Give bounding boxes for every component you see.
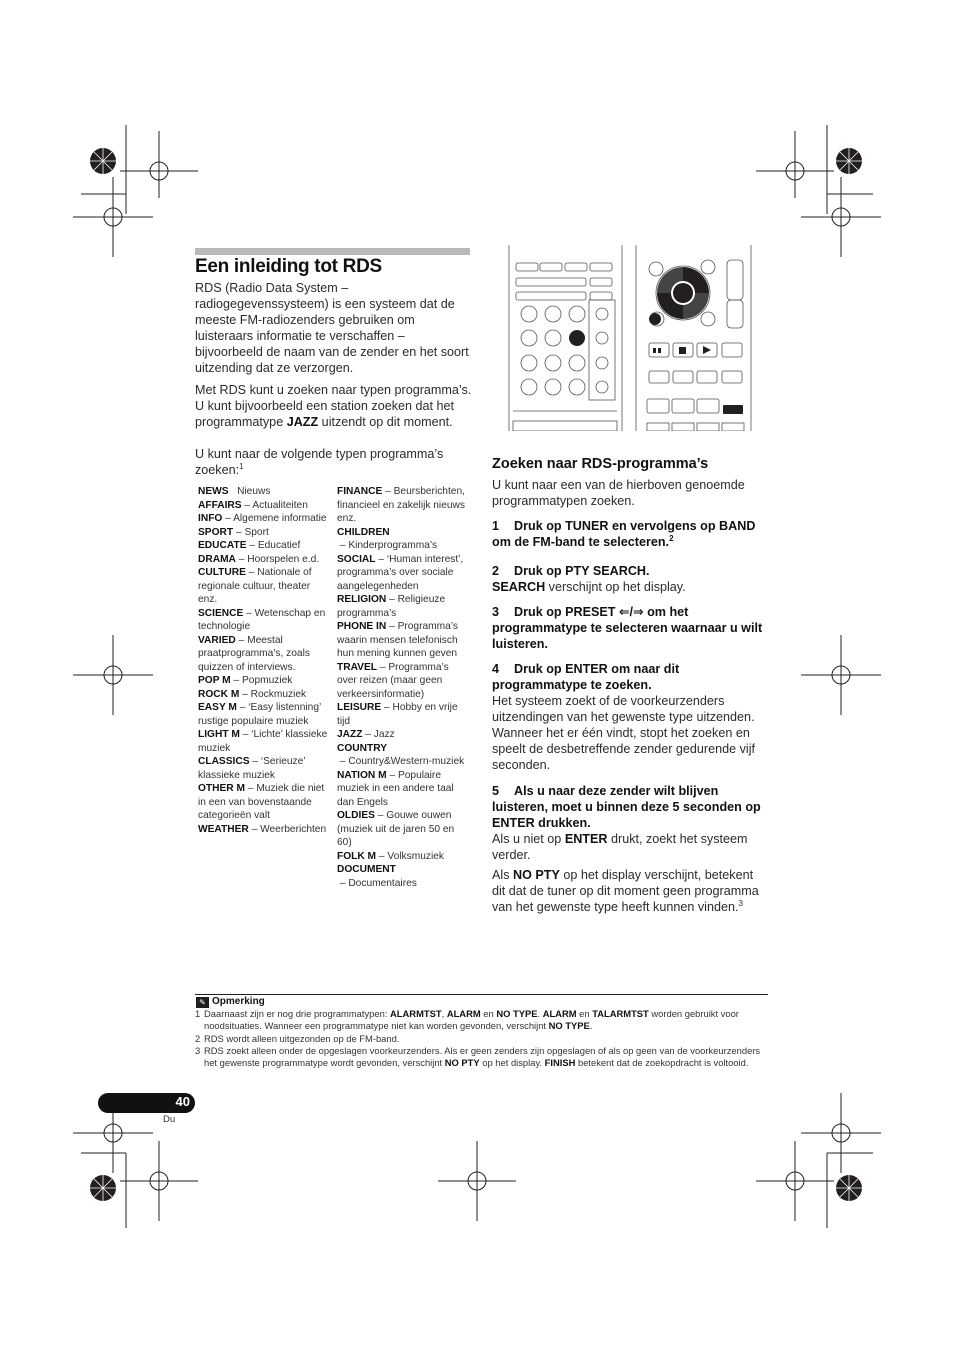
program-type-item (198, 782, 332, 823)
footnote-3-number: 3 (195, 1045, 201, 1056)
program-type-item (198, 539, 332, 553)
rds-search-intro: U kunt naar een van de hierboven genoemde programmatypen zoeken. (492, 478, 745, 508)
program-type-code: JAZZ (337, 729, 363, 740)
pencil-icon: ✎ (196, 997, 209, 1008)
program-type-separator: – (337, 540, 349, 551)
program-type-desc: Wetenschap en technologie (198, 607, 326, 632)
program-type-code: DOCUMENT (337, 864, 396, 875)
step-2 (492, 563, 768, 579)
program-type-code: CLASSICS (198, 756, 250, 767)
step-2-number: 2 (492, 564, 500, 578)
program-type-code: ROCK M (198, 688, 240, 700)
program-type-desc: Beursberichten, financieel en zakelijk nieuws enz. (337, 486, 465, 524)
program-type-item (198, 499, 332, 513)
program-type-code: FINANCE (337, 486, 383, 497)
program-type-desc: Weerberichten (260, 823, 327, 835)
program-type-desc: Kinderprogramma’s (348, 540, 438, 551)
footnote-ref-2: 2 (669, 533, 674, 543)
program-type-desc: Hoorspelen e.d. (247, 553, 320, 565)
program-type-item (337, 553, 471, 594)
program-type-code: NEWS (198, 486, 229, 497)
footnote-2-text: RDS wordt alleen uitgezonden op de FM-band. (204, 1033, 400, 1044)
footnote-2 (195, 1033, 770, 1045)
footnote-1 (195, 1008, 770, 1032)
program-type-separator: – (245, 567, 258, 578)
program-type-separator: – (248, 823, 261, 835)
step-1-number: 1 (492, 519, 500, 533)
program-type-separator: – (386, 621, 398, 632)
step-5-body-2 (492, 867, 768, 915)
program-type-item (337, 809, 471, 850)
program-type-code: DRAMA (198, 553, 236, 565)
program-type-desc: Sport (244, 526, 269, 538)
program-types-col1 (198, 485, 332, 836)
footnote-3-text: RDS zoekt alleen onder de opgeslagen voorkeurzenders. Als er geen zenders zijn opgeslagen of als op geen van de voorkeurzenders het gewenste programmatype wordt gevonden, verschijnt NO PTY op het display. FINISH betekent dat de zoekopdracht is voltooid. (204, 1045, 761, 1069)
program-type-desc: Hobby en vrije tijd (337, 702, 458, 727)
program-type-code: NATION M (337, 769, 387, 781)
footnote-heading (196, 996, 265, 1008)
remote-control-illustration (505, 245, 755, 431)
program-type-separator: – (382, 486, 394, 497)
types-intro (195, 446, 473, 478)
program-type-separator: – (249, 756, 261, 767)
step-5 (492, 783, 768, 831)
program-type-desc: Programma’s waarin mensen telefonisch hun mening kunnen geven (337, 621, 458, 659)
program-type-item (198, 674, 332, 688)
program-type-desc: ‘Serieuze’ klassieke muziek (198, 756, 306, 781)
section-title: Een inleiding tot RDS (195, 256, 382, 277)
program-type-separator: – (375, 553, 387, 565)
program-type-item (337, 526, 471, 553)
program-type-separator: – (337, 756, 349, 767)
program-type-item (198, 512, 332, 526)
program-type-code: PHONE IN (337, 621, 387, 632)
footnote-heading-text: Opmerking (212, 996, 265, 1007)
program-type-code: OLDIES (337, 810, 375, 821)
program-type-item (198, 823, 332, 837)
program-type-separator: – (246, 540, 258, 551)
step-5-body (492, 831, 768, 863)
program-type-separator: – (377, 661, 389, 673)
program-type-item (198, 701, 332, 728)
step-2-body-text: verschijnt op het display. (545, 580, 686, 594)
program-type-code: CULTURE (198, 567, 246, 578)
program-type-separator: – (239, 688, 251, 700)
program-type-desc: Country&Western-muziek (348, 756, 465, 767)
program-type-desc: Meestal praatprogramma’s, zoals quizzen of interviews. (198, 634, 310, 673)
jazz-keyword: JAZZ (286, 415, 319, 429)
program-type-item (337, 593, 471, 620)
page-language: Du (163, 1114, 176, 1125)
program-type-desc: Muziek die niet in een van bovenstaande categorieën valt (198, 783, 325, 821)
program-type-item (337, 701, 471, 728)
step-1 (492, 518, 768, 550)
program-type-separator: – (233, 526, 245, 538)
program-type-item (337, 485, 471, 526)
program-type-code: EDUCATE (198, 540, 247, 551)
program-type-item (198, 526, 332, 540)
no-pty-keyword: NO PTY (513, 868, 560, 882)
step-3-number: 3 (492, 605, 500, 619)
step-5-body2-a: Als (492, 868, 513, 882)
program-type-separator: – (244, 783, 257, 794)
program-type-desc: Jazz (373, 729, 395, 740)
program-type-item (337, 850, 471, 864)
program-type-separator: – (386, 769, 398, 781)
program-type-desc: ‘Human interest’, programma’s over sociale aangelegenheden (337, 553, 464, 592)
program-type-desc: Volksmuziek (387, 850, 444, 862)
program-type-code: AFFAIRS (198, 499, 242, 511)
program-type-separator: – (222, 513, 234, 524)
program-type-separator: – (236, 702, 249, 713)
program-type-code: COUNTRY (337, 742, 387, 754)
rds-search-title: Zoeken naar RDS-programma’s (492, 456, 709, 472)
page-number: 40 (175, 1094, 190, 1109)
remote-control-icon (505, 245, 755, 431)
program-type-desc: Gouwe ouwen (muziek uit de jaren 50 en 60) (337, 810, 455, 848)
step-3-text: Druk op PRESET ⇐/⇒ om het programmatype te selecteren waarnaar u wilt luisteren. (492, 605, 763, 651)
program-type-separator: – (376, 850, 388, 862)
program-type-separator: – (374, 810, 387, 821)
section-rule (195, 248, 470, 255)
program-type-code: LIGHT M (198, 729, 240, 740)
program-type-code: INFO (198, 513, 223, 524)
intro-paragraph (195, 280, 473, 376)
jazz-text-c: uitzendt op dit moment. (318, 415, 453, 429)
step-5-body2-c: op het display verschijnt, betekent dit dat de tuner op dit moment geen programma van het gewenste type heeft kunnen vinden. (492, 868, 759, 914)
program-type-item (337, 863, 471, 890)
program-type-code: SOCIAL (337, 553, 376, 565)
program-type-separator: – (230, 675, 242, 686)
program-type-item (337, 661, 471, 702)
step-5-text: Als u naar deze zender wilt blijven luisteren, moet u binnen deze 5 seconden op ENTER drukken. (492, 784, 761, 830)
program-type-code: FOLK M (337, 850, 377, 862)
program-type-desc: Populaire muziek in een andere taal dan Engels (337, 769, 454, 808)
program-types-col2 (337, 485, 471, 890)
program-type-item (198, 566, 332, 607)
program-type-code: TRAVEL (337, 661, 377, 673)
search-keyword: SEARCH (492, 580, 546, 594)
jazz-text-a: Met RDS kunt u zoeken naar typen programma’s. U kunt bijvoorbeeld een station zoeken dat het programmatype (195, 383, 472, 429)
program-type-separator: – (362, 729, 374, 740)
program-type-desc: Actualiteiten (252, 499, 308, 511)
program-type-separator: – (386, 594, 398, 605)
footnote-1-text: Daarnaast zijn er nog drie programmatypen: ALARMTST, ALARM en NO TYPE. ALARM en TALARMTST worden gebruikt voor noodsituaties. Wanneer een programmatype niet kan worden gevonden, verschijnt NO TYPE. (204, 1008, 739, 1032)
footnote-ref-3: 3 (738, 898, 743, 908)
program-type-desc: ‘Easy listenning’ rustige populaire muziek (198, 702, 321, 727)
program-type-separator: – (241, 499, 253, 511)
program-type-desc: Popmuziek (241, 675, 293, 686)
program-type-code: SCIENCE (198, 607, 244, 619)
step-2-body (492, 579, 768, 595)
step-2-text: Druk op PTY SEARCH. (514, 564, 650, 578)
program-type-separator: – (235, 634, 248, 646)
program-type-item (198, 553, 332, 567)
step-4 (492, 661, 768, 693)
program-type-separator: – (239, 729, 252, 740)
footnote-rule (195, 994, 768, 995)
program-type-item (198, 485, 332, 499)
program-type-separator: – (381, 702, 393, 713)
program-type-desc: Documentaires (348, 877, 417, 889)
step-4-text: Druk op ENTER om naar dit programmatype te zoeken. (492, 662, 680, 692)
program-type-item (337, 728, 471, 742)
program-type-item (198, 634, 332, 675)
intro-text: RDS (Radio Data System – radiogegevenssysteem) is een systeem dat de meeste FM-radiozenders gebruiken om luisteraars informatie te verschaffen – bijvoorbeeld de naam van de zender en het soort uitzending dat ze verzorgen. (195, 281, 469, 375)
step-5-number: 5 (492, 784, 500, 798)
program-type-separator: – (337, 877, 349, 889)
program-type-code: POP M (198, 675, 231, 686)
program-type-item (337, 742, 471, 769)
program-type-code: CHILDREN (337, 526, 390, 538)
program-type-separator (229, 486, 238, 497)
program-type-desc: Programma’s over reizen (maar geen verkeersinformatie) (337, 661, 449, 700)
program-type-code: WEATHER (198, 823, 249, 835)
program-type-code: SPORT (198, 526, 234, 538)
footnote-2-number: 2 (195, 1033, 201, 1044)
program-type-item (198, 728, 332, 755)
program-type-code: OTHER M (198, 783, 245, 794)
program-type-desc: Rockmuziek (250, 688, 307, 700)
program-type-item (337, 769, 471, 810)
program-type-code: LEISURE (337, 702, 382, 713)
step-3 (492, 604, 768, 652)
program-type-code: RELIGION (337, 594, 387, 605)
step-1-text: Druk op TUNER en vervolgens op BAND om de FM-band te selecteren. (492, 519, 756, 549)
program-type-desc: ‘Lichte’ klassieke muziek (198, 729, 328, 754)
program-type-desc: Educatief (257, 540, 301, 551)
program-type-desc: Religieuze programma’s (337, 594, 446, 619)
program-type-desc: Algemene informatie (233, 513, 327, 524)
program-type-item (198, 607, 332, 634)
footnote-3 (195, 1045, 770, 1069)
step-4-number: 4 (492, 662, 500, 676)
jazz-paragraph (195, 382, 473, 430)
program-type-code: VARIED (198, 634, 236, 646)
program-type-separator: – (235, 553, 248, 565)
program-type-item (198, 688, 332, 702)
program-type-item (198, 755, 332, 782)
program-type-desc: Nationale of regionale cultuur, theater enz. (198, 567, 312, 605)
footnote-ref-1: 1 (239, 461, 244, 471)
step-5-body-c: drukt, zoekt het systeem verder. (492, 832, 748, 862)
footnote-1-number: 1 (195, 1008, 201, 1019)
program-type-desc: Nieuws (237, 486, 271, 497)
program-type-item (337, 620, 471, 661)
program-type-code: EASY M (198, 702, 237, 713)
types-intro-text: U kunt naar de volgende typen programma’s zoeken: (195, 447, 444, 477)
step-5-body-a: Als u niet op (492, 832, 565, 846)
step-4-body: Het systeem zoekt of de voorkeurzenders uitzendingen van het gewenste type uitzenden. Wanneer het er één vindt, stopt het zoeken en speelt de desbetreffende zender gedurende vijf seconden. (492, 694, 756, 772)
program-type-separator: – (243, 607, 255, 619)
enter-keyword: ENTER (564, 832, 608, 846)
